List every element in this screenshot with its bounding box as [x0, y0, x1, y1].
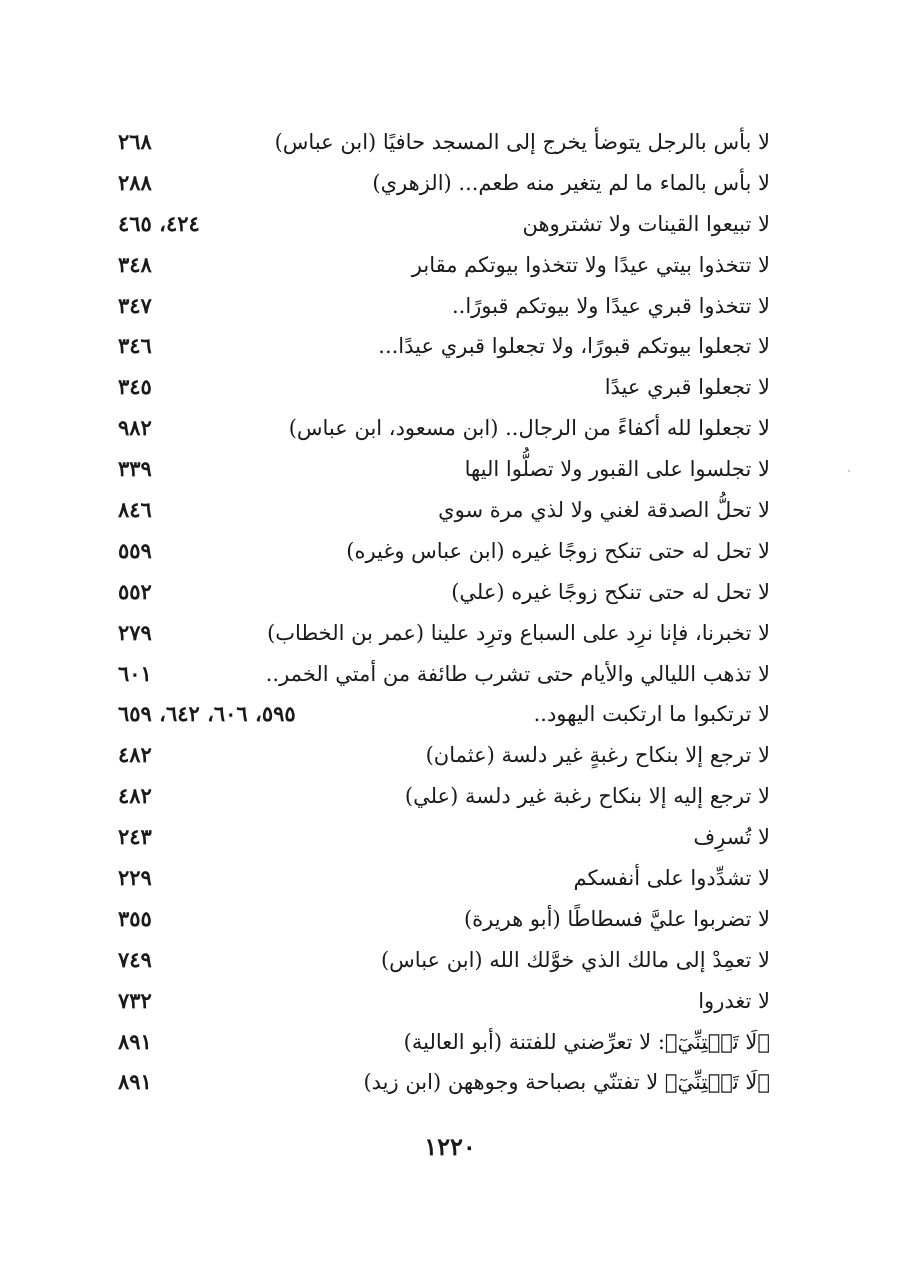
margin-mark	[848, 470, 850, 472]
entry-text: لا تغدروا	[698, 988, 770, 1013]
index-entry	[118, 408, 770, 449]
entry-page-refs: ٤٨٢	[118, 742, 152, 768]
entry-page-refs: ٣٤٥	[118, 374, 152, 400]
entry-text: لا تجعلوا قبري عيدًا	[604, 375, 770, 400]
entry-page-refs: ٢٤٣	[118, 824, 152, 850]
entry-page-refs: ٨٩١	[118, 1069, 152, 1095]
entry-text: لا تجعلوا لله أكفاءً من الرجال.. (ابن مسعود، ابن عباس)	[288, 416, 770, 441]
index-entry	[118, 122, 770, 163]
entry-page-refs: ٣٥٥	[118, 905, 152, 931]
index-entry	[118, 245, 770, 286]
index-entry	[118, 654, 770, 695]
entry-text: لا تعمِدْ إلى مالك الذي خوَّلك الله (ابن عباس)	[380, 947, 770, 972]
entry-page-refs: ٨٤٦	[118, 497, 152, 523]
index-entry	[118, 449, 770, 490]
entry-page-refs: ٥٩٥، ٦٠٦، ٦٤٢، ٦٥٩	[118, 701, 296, 727]
entry-page-refs: ٢٧٩	[118, 619, 152, 645]
index-entry	[118, 204, 770, 245]
entry-text: لا تحل له حتى تنكح زوجًا غيره (ابن عباس وغيره)	[346, 538, 770, 563]
entry-text: لا بأس بالماء ما لم يتغير منه طعم... (الزهري)	[372, 170, 770, 195]
entry-page-refs: ٣٤٨	[118, 251, 152, 277]
entry-text: لا تتخذوا بيتي عيدًا ولا تتخذوا بيوتكم مقابر	[411, 252, 770, 277]
entry-text: لا تحلُّ الصدقة لغني ولا لذي مرة سوي	[438, 498, 770, 523]
index-entry	[118, 367, 770, 408]
entry-page-refs: ٧٣٢	[118, 987, 152, 1013]
entry-text: ﴿لَا تَفۡتِنِّيٓ﴾: لا تعرِّضني للفتنة (أبو العالية)	[403, 1029, 770, 1054]
entry-page-refs: ٣٤٦	[118, 333, 152, 359]
entry-text: لا ترتكبوا ما ارتكبت اليهود..	[533, 702, 770, 727]
entry-text: لا تتخذوا قبري عيدًا ولا بيوتكم قبورًا..	[451, 293, 770, 318]
entry-text: لا تُسرِف	[693, 825, 770, 850]
entry-text: لا بأس بالرجل يتوضأ يخرج إلى المسجد حافيًا (ابن عباس)	[274, 130, 770, 154]
entry-text: لا ترجع إلا بنكاح رغبةٍ غير دلسة (عثمان)	[425, 743, 770, 768]
index-entry	[118, 981, 770, 1022]
index-entry	[118, 940, 770, 981]
index-entry	[118, 613, 770, 654]
entry-text: لا تجعلوا بيوتكم قبورًا، ولا تجعلوا قبري عيدًا...	[378, 334, 770, 359]
index-entry	[118, 899, 770, 940]
entry-text: لا تشدِّدوا على أنفسكم	[573, 866, 770, 891]
entry-page-refs: ٣٣٩	[118, 456, 152, 482]
entry-text: لا تخبرنا، فإنا نرِد على السباع وترِد علينا (عمر بن الخطاب)	[267, 620, 770, 645]
index-entry	[118, 694, 770, 735]
entry-page-refs: ٥٥٢	[118, 578, 152, 604]
index-entry	[118, 163, 770, 204]
entry-page-refs: ٤٢٤، ٤٦٥	[118, 210, 200, 236]
entry-page-refs: ٤٨٢	[118, 783, 152, 809]
entry-text: لا تجلسوا على القبور ولا تصلُّوا اليها	[464, 457, 770, 482]
index-entry	[118, 1062, 770, 1103]
entry-page-refs: ٧٤٩	[118, 946, 152, 972]
entry-text: لا تذهب الليالي والأيام حتى تشرب طائفة من أمتي الخمر..	[265, 661, 770, 686]
index-entry	[118, 776, 770, 817]
index-entry	[118, 286, 770, 327]
index-entry	[118, 735, 770, 776]
index-entry	[118, 531, 770, 572]
entry-page-refs: ٨٩١	[118, 1028, 152, 1054]
page-number: ١٢٢٠	[424, 1132, 476, 1161]
index-entry	[118, 858, 770, 899]
index-entry	[118, 1022, 770, 1063]
entry-page-refs: ٣٤٧	[118, 292, 152, 318]
entry-page-refs: ٦٠١	[118, 660, 152, 686]
index-entry	[118, 817, 770, 858]
index-entry	[118, 490, 770, 531]
index-entry	[118, 326, 770, 367]
entry-text: لا ترجع إليه إلا بنكاح رغبة غير دلسة (علي)	[404, 784, 770, 809]
entry-page-refs: ٢٦٨	[118, 129, 152, 154]
entry-text: لا تبيعوا القينات ولا تشتروهن	[522, 211, 770, 236]
entry-text: لا تضربوا عليَّ فسطاطًا (أبو هريرة)	[463, 906, 770, 931]
entry-page-refs: ٩٨٢	[118, 415, 152, 441]
index-list	[118, 122, 770, 1103]
entry-page-refs: ٢٨٨	[118, 169, 152, 195]
entry-page-refs: ٥٥٩	[118, 537, 152, 563]
index-entry	[118, 572, 770, 613]
entry-page-refs: ٢٢٩	[118, 865, 152, 891]
entry-text: لا تحل له حتى تنكح زوجًا غيره (علي)	[451, 579, 770, 604]
entry-text: ﴿لَا تَفۡتِنِّيٓ﴾ لا تفتنّي بصباحة وجوههن (ابن زيد)	[363, 1070, 770, 1095]
